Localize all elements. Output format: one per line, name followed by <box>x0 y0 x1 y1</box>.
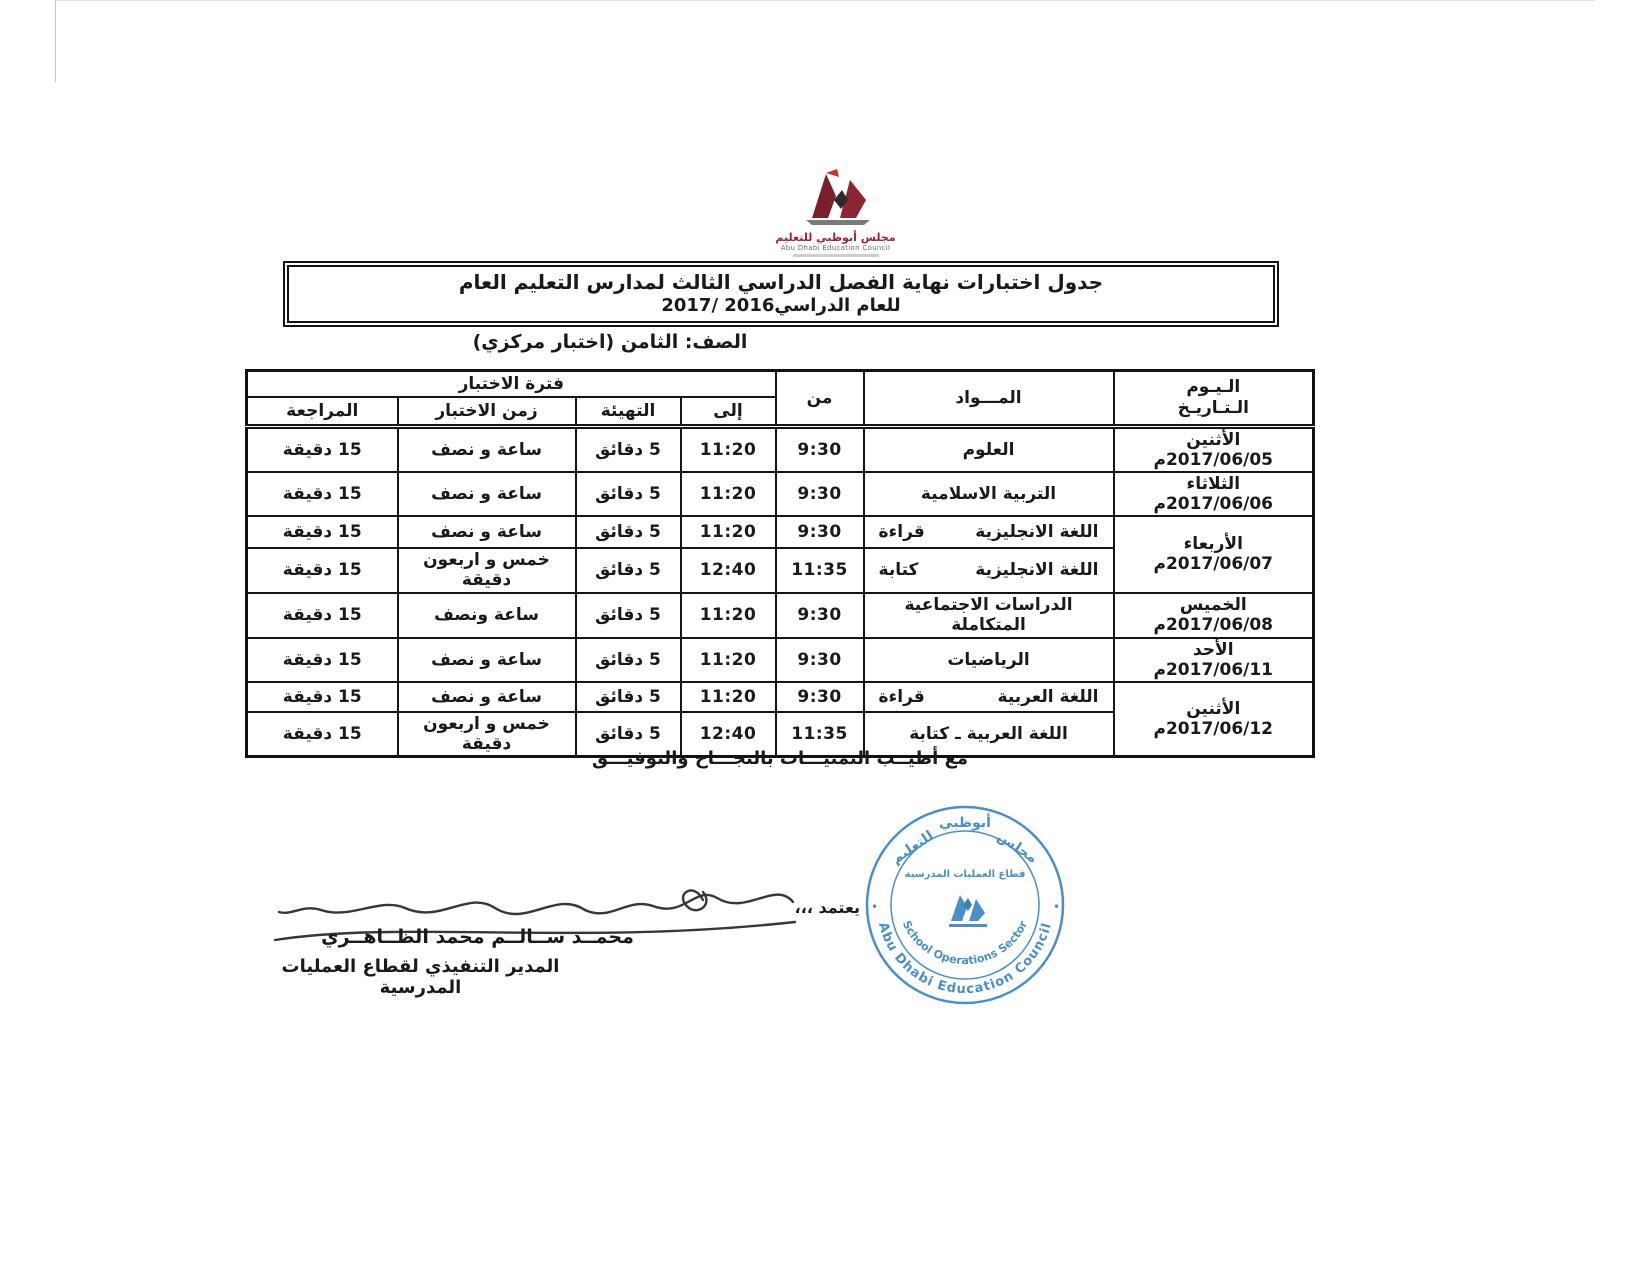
document-title-box <box>283 261 1279 327</box>
table-row <box>247 593 1314 638</box>
duration-cell: خمس و اربعون دقيقة <box>398 548 576 593</box>
column-header-to: إلى <box>681 397 776 427</box>
signer-name: محمــد ســالــم محمد الظــاهــري <box>321 926 634 948</box>
table-row <box>247 516 1314 548</box>
stamp-english-arc: Abu Dhabi Education Council <box>874 920 1055 998</box>
stamp-separator-dot: • <box>1053 900 1061 914</box>
from-cell: 9:30 <box>776 516 864 548</box>
from-cell: 9:30 <box>776 472 864 516</box>
day-cell: الأثنين 2017/06/12م <box>1114 682 1314 757</box>
subject-cell: الرياضيات <box>864 638 1114 682</box>
subject-cell: العلوم <box>864 427 1114 473</box>
prep-cell: 5 دقائق <box>576 712 681 757</box>
review-cell: 15 دقيقة <box>247 638 398 682</box>
prep-cell: 5 دقائق <box>576 682 681 712</box>
table-row <box>247 427 1314 473</box>
duration-cell: خمس و اربعون دقيقة <box>398 712 576 757</box>
document-title: جدول اختبارات نهاية الفصل الدراسي الثالث لمدارس التعليم العام <box>458 270 1104 294</box>
day-header-label: الـيـوم <box>1186 376 1241 397</box>
to-cell: 11:20 <box>681 682 776 712</box>
signature-scribble <box>255 872 815 967</box>
table-row <box>247 682 1314 712</box>
prep-cell: 5 دقائق <box>576 593 681 638</box>
good-wishes-line: مع أطيــب التمنيـــات بالنجـــاح والتوفيـــق <box>591 748 969 769</box>
logo-caption-arabic: مجلس أبوظبي للتعليم <box>775 231 896 244</box>
prep-cell: 5 دقائق <box>576 472 681 516</box>
column-group-exam-period: فترة الاختبار <box>247 371 776 397</box>
column-header-duration: زمن الاختبار <box>398 397 576 427</box>
prep-cell: 5 دقائق <box>576 427 681 473</box>
logo-caption-english: Abu Dhabi Education Council <box>780 244 891 252</box>
from-cell: 9:30 <box>776 682 864 712</box>
subject-cell <box>864 548 1114 593</box>
review-cell: 15 دقيقة <box>247 682 398 712</box>
day-cell: الأحد 2017/06/11م <box>1114 638 1314 682</box>
academic-year-line: للعام الدراسي2016 /2017 <box>661 295 901 316</box>
scan-edge-artifact <box>55 0 1595 1</box>
stamp-sector-arabic: قطاع العمليات المدرسية <box>904 869 1026 880</box>
adec-logo-mark <box>790 168 882 226</box>
review-cell: 15 دقيقة <box>247 516 398 548</box>
duration-cell: ساعة و نصف <box>398 427 576 473</box>
scan-edge-artifact <box>55 0 56 82</box>
day-cell: الأثنين 2017/06/05م <box>1114 427 1314 473</box>
review-cell: 15 دقيقة <box>247 548 398 593</box>
document-title-inner <box>287 265 1275 323</box>
to-cell: 12:40 <box>681 548 776 593</box>
to-cell: 11:20 <box>681 516 776 548</box>
column-header-subjects: المـــواد <box>864 371 1114 427</box>
stamp-sector-english-arc: School Operations Sector <box>899 918 1031 968</box>
to-cell: 11:20 <box>681 472 776 516</box>
stamp-arc-arabic-word: أبوظبي <box>939 815 991 831</box>
subject-label: اللغة العربية <box>997 686 1099 707</box>
grade-subtitle: الصف: الثامن (اختبار مركزي) <box>472 331 748 353</box>
subject-variant-label: قراءة <box>878 522 925 542</box>
day-cell: الثلاثاء 2017/06/06م <box>1114 472 1314 516</box>
to-cell: 11:20 <box>681 638 776 682</box>
duration-cell: ساعة و نصف <box>398 516 576 548</box>
approval-label: يعتمد ،،، <box>794 898 860 917</box>
from-cell: 11:35 <box>776 712 864 757</box>
subject-cell: التربية الاسلامية <box>864 472 1114 516</box>
subject-label: اللغة الانجليزية <box>975 560 1099 581</box>
table-row <box>247 472 1314 516</box>
subject-cell: الدراسات الاجتماعية المتكاملة <box>864 593 1114 638</box>
review-cell: 15 دقيقة <box>247 427 398 473</box>
subject-label: اللغة الانجليزية <box>975 522 1099 542</box>
duration-cell: ساعة و نصف <box>398 682 576 712</box>
review-cell: 15 دقيقة <box>247 472 398 516</box>
subject-cell: اللغة العربية ـ كتابة <box>864 712 1114 757</box>
prep-cell: 5 دقائق <box>576 516 681 548</box>
duration-cell: ساعة ونصف <box>398 593 576 638</box>
stamp-arc-arabic-word: مجلس <box>994 828 1041 867</box>
logo-caption-blur <box>793 254 879 257</box>
review-cell: 15 دقيقة <box>247 712 398 757</box>
review-cell: 15 دقيقة <box>247 593 398 638</box>
column-header-from: من <box>776 371 864 427</box>
to-cell: 11:20 <box>681 427 776 473</box>
subject-variant-label: كتابة <box>878 560 919 581</box>
stamp-arc-arabic-word: للتعليم <box>888 827 937 868</box>
to-cell: 12:40 <box>681 712 776 757</box>
from-cell: 9:30 <box>776 427 864 473</box>
column-header-day-date <box>1114 371 1314 427</box>
prep-cell: 5 دقائق <box>576 638 681 682</box>
day-cell: الأربعاء 2017/06/07م <box>1114 516 1314 593</box>
column-header-review: المراجعة <box>247 397 398 427</box>
signer-role: المدير التنفيذي لقطاع العمليات المدرسية <box>281 956 560 998</box>
table-row <box>247 638 1314 682</box>
from-cell: 9:30 <box>776 638 864 682</box>
from-cell: 9:30 <box>776 593 864 638</box>
stamp-separator-dot: • <box>871 900 879 914</box>
duration-cell: ساعة و نصف <box>398 472 576 516</box>
column-header-prep: التهيئة <box>576 397 681 427</box>
subject-variant-label: قراءة <box>878 686 925 707</box>
stamp-emblem <box>949 895 987 927</box>
exam-schedule-table <box>245 369 1315 758</box>
duration-cell: ساعة و نصف <box>398 638 576 682</box>
subject-cell <box>864 682 1114 712</box>
official-stamp <box>845 785 1085 1025</box>
date-header-label: الـتـاريـخ <box>1177 398 1249 418</box>
to-cell: 11:20 <box>681 593 776 638</box>
day-cell: الخميس 2017/06/08م <box>1114 593 1314 638</box>
prep-cell: 5 دقائق <box>576 548 681 593</box>
adec-logo <box>748 168 923 257</box>
subject-cell <box>864 516 1114 548</box>
from-cell: 11:35 <box>776 548 864 593</box>
